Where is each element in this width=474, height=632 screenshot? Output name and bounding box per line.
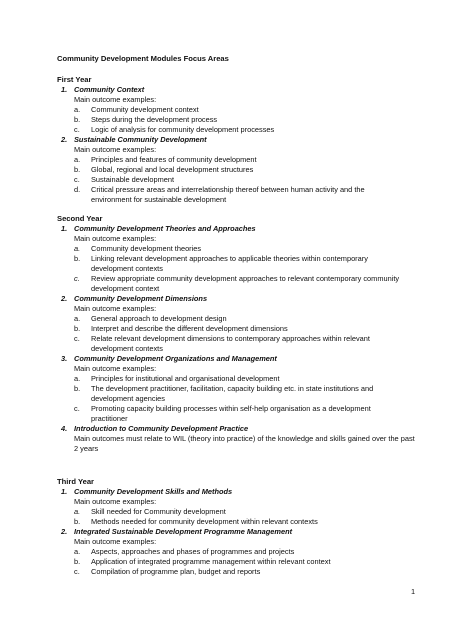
item-text: Principles and features of community development — [91, 155, 257, 164]
module-number: 1. — [61, 487, 68, 496]
item-marker: c. — [74, 404, 80, 413]
item-marker: a. — [74, 314, 81, 323]
list-item — [57, 155, 401, 165]
outcome-label: Main outcome examples: — [74, 234, 157, 243]
year-heading-second: Second Year — [57, 214, 103, 223]
item-marker: d. — [74, 185, 81, 194]
item-marker: c. — [74, 274, 80, 283]
list-item — [57, 254, 401, 274]
item-marker: b. — [74, 384, 81, 393]
document-title: Community Development Modules Focus Areas — [57, 54, 229, 63]
item-marker: a. — [74, 547, 81, 556]
item-marker: b. — [74, 517, 81, 526]
item-text: Skill needed for Community development — [91, 507, 226, 516]
year-heading-third: Third Year — [57, 477, 95, 486]
module-title: Community Context — [74, 85, 145, 94]
list-item — [57, 547, 401, 557]
item-marker: b. — [74, 557, 81, 566]
item-marker: a. — [74, 507, 81, 516]
item-text: Compilation of programme plan, budget and reports — [91, 567, 261, 576]
item-marker: a. — [74, 105, 81, 114]
module-number: 4. — [61, 424, 68, 433]
outcome-label: Main outcome examples: — [74, 497, 157, 506]
list-item — [57, 384, 401, 404]
module-second-year-2 — [57, 294, 417, 354]
item-text: Logic of analysis for community development processes — [91, 125, 275, 134]
item-text: Global, regional and local development structures — [91, 165, 254, 174]
item-marker: b. — [74, 254, 81, 263]
item-text: The development practitioner, facilitation, capacity building etc. in state institutions and development agencies — [91, 384, 374, 403]
module-title: Integrated Sustainable Development Programme Management — [74, 527, 293, 536]
year-heading-first: First Year — [57, 75, 92, 84]
item-text: Critical pressure areas and interrelationship thereof between human activity and the environment for sustainable development — [91, 185, 365, 204]
list-item — [57, 374, 401, 384]
item-marker: b. — [74, 324, 81, 333]
outcome-label: Main outcome examples: — [74, 304, 157, 313]
item-marker: a. — [74, 374, 81, 383]
module-number: 1. — [61, 224, 68, 233]
list-item — [57, 175, 401, 185]
item-text: Review appropriate community development approaches to relevant contemporary community development context — [91, 274, 400, 293]
outcome-list — [57, 374, 417, 424]
item-marker: c. — [74, 125, 80, 134]
item-text: Community development context — [91, 105, 199, 114]
item-marker: a. — [74, 155, 81, 164]
module-title: Community Development Theories and Approaches — [74, 224, 256, 233]
item-marker: c. — [74, 567, 80, 576]
module-third-year-2 — [57, 527, 417, 577]
module-heading — [57, 354, 417, 364]
module-heading — [57, 294, 417, 304]
list-item — [57, 404, 401, 424]
item-marker: c. — [74, 334, 80, 343]
outcome-label: Main outcome examples: — [74, 537, 157, 546]
item-text: Methods needed for community development within relevant contexts — [91, 517, 318, 526]
module-number: 2. — [61, 294, 68, 303]
item-text: Relate relevant development dimensions to contemporary approaches within relevant development contexts — [91, 334, 370, 353]
list-item — [57, 557, 401, 567]
item-text: General approach to development design — [91, 314, 227, 323]
outcome-list — [57, 244, 417, 294]
list-item — [57, 274, 401, 294]
item-marker: b. — [74, 165, 81, 174]
module-heading — [57, 424, 417, 434]
outcome-list — [57, 507, 417, 527]
item-text: Steps during the development process — [91, 115, 218, 124]
page-number: 1 — [411, 587, 416, 596]
module-title: Community Development Skills and Methods — [74, 487, 233, 496]
list-item — [57, 334, 401, 354]
list-item — [57, 517, 401, 527]
module-title: Sustainable Community Development — [74, 135, 207, 144]
module-second-year-1 — [57, 224, 417, 294]
list-item — [57, 324, 401, 334]
item-text: Interpret and describe the different development dimensions — [91, 324, 288, 333]
item-text: Sustainable development — [91, 175, 174, 184]
item-text: Aspects, approaches and phases of programmes and projects — [91, 547, 295, 556]
module-heading — [57, 85, 417, 95]
list-item — [57, 165, 401, 175]
item-text: Linking relevant development approaches to applicable theories within contemporary development contexts — [91, 254, 368, 273]
item-marker: b. — [74, 115, 81, 124]
module-number: 2. — [61, 527, 68, 536]
outcome-list — [57, 105, 417, 135]
outcome-list — [57, 314, 417, 354]
list-item — [57, 507, 401, 517]
item-marker: c. — [74, 175, 80, 184]
outcome-list — [57, 155, 417, 205]
module-heading — [57, 224, 417, 234]
module-title: Community Development Dimensions — [74, 294, 208, 303]
module-heading — [57, 135, 417, 145]
outcome-list — [57, 547, 417, 577]
module-number: 2. — [61, 135, 68, 144]
outcome-label: Main outcome examples: — [74, 364, 157, 373]
list-item — [57, 125, 401, 135]
module-heading — [57, 527, 417, 537]
item-text: Promoting capacity building processes within self-help organisation as a development practitioner — [91, 404, 371, 423]
item-text: Principles for institutional and organisational development — [91, 374, 280, 383]
list-item — [57, 567, 401, 577]
list-item — [57, 314, 401, 324]
module-title: Community Development Organizations and Management — [74, 354, 277, 363]
module-number: 3. — [61, 354, 68, 363]
module-title: Introduction to Community Development Practice — [74, 424, 249, 433]
outcome-label: Main outcome examples: — [74, 95, 157, 104]
module-number: 1. — [61, 85, 68, 94]
module-first-year-1 — [57, 85, 417, 135]
list-item — [57, 105, 401, 115]
module-first-year-2 — [57, 135, 417, 205]
item-marker: a. — [74, 244, 81, 253]
module-second-year-4 — [57, 424, 417, 454]
list-item — [57, 244, 401, 254]
module-heading — [57, 487, 417, 497]
outcome-label: Main outcome examples: — [74, 145, 157, 154]
item-text: Community development theories — [91, 244, 202, 253]
list-item — [57, 185, 406, 205]
list-item — [57, 115, 401, 125]
module-third-year-1 — [57, 487, 417, 527]
item-text: Application of integrated programme management within relevant context — [91, 557, 331, 566]
module-second-year-3 — [57, 354, 417, 424]
outcome-text: Main outcomes must relate to WIL (theory into practice) of the knowledge and skills gained over the past 2 years — [74, 434, 415, 453]
